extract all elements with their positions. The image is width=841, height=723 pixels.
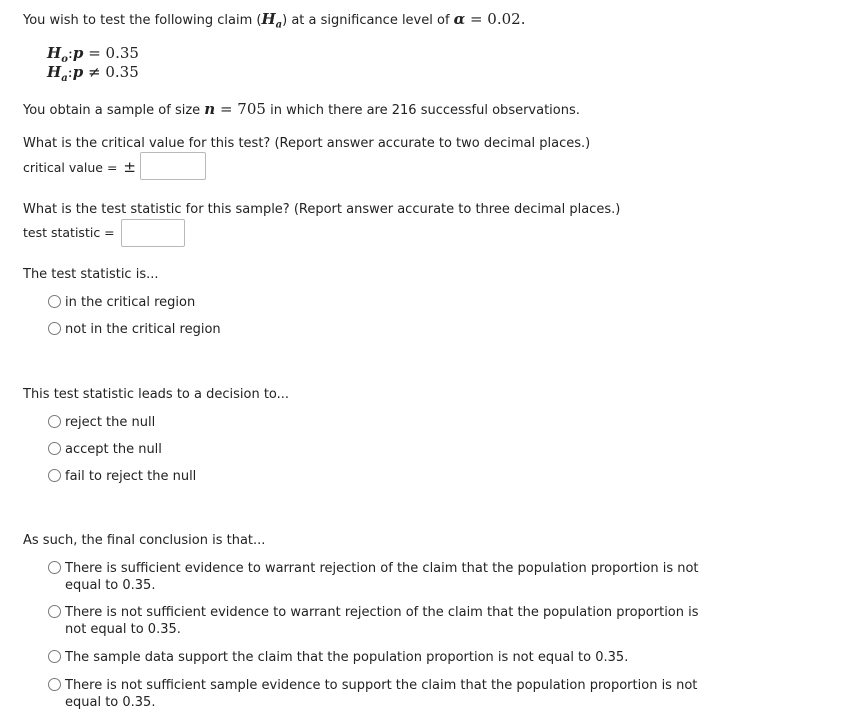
radio-button[interactable] [48, 605, 61, 618]
option-label: There is not sufficient sample evidence to support the claim that the population proportion is not equal to 0.35. [65, 678, 698, 710]
option-label: There is not sufficient evidence to warrant rejection of the claim that the population proportion is not equal to 0.35. [65, 605, 699, 637]
option-label: fail to reject the null [65, 469, 197, 484]
decision-option-accept[interactable] [48, 441, 162, 458]
option-label: The sample data support the claim that the population proportion is not equal to 0.35. [65, 650, 629, 665]
claim-intro [23, 11, 525, 34]
radio-button[interactable] [48, 561, 61, 574]
radio-button[interactable] [48, 442, 61, 455]
n-value: = 705 [215, 100, 266, 118]
decision-option-fail-to-reject[interactable] [48, 468, 196, 485]
test-statistic-label: test statistic = [23, 225, 115, 240]
conclusion-option-3[interactable] [48, 649, 708, 666]
decision-option-reject[interactable] [48, 414, 155, 431]
decision-prompt: This test statistic leads to a decision to... [23, 387, 290, 402]
conclusion-prompt: As such, the final conclusion is that... [23, 533, 266, 548]
radio-button[interactable] [48, 469, 61, 482]
sample-description: You obtain a sample of size n = 705 in which there are 216 successful observations. [23, 100, 580, 118]
conclusion-option-2[interactable] [48, 604, 708, 638]
n-symbol: n [204, 100, 216, 118]
region-option-in[interactable] [48, 294, 195, 311]
conclusion-option-4[interactable] [48, 677, 708, 711]
ha-subscript: a [275, 19, 283, 31]
option-label: accept the null [65, 442, 162, 457]
intro-text-after: ) at a significance level of [282, 13, 454, 28]
critical-value-label: critical value = ± [23, 158, 136, 176]
alpha-symbol: α [453, 10, 466, 28]
option-label: reject the null [65, 415, 156, 430]
ha-symbol: H [261, 10, 276, 28]
radio-button[interactable] [48, 678, 61, 691]
alt-hypothesis: $H_a:p \ne 0.35$ [47, 63, 139, 84]
radio-button[interactable] [48, 295, 61, 308]
plus-minus-symbol: ± [123, 158, 136, 176]
alpha-value: = 0.02. [465, 10, 526, 28]
critical-value-prompt: What is the critical value for this test? (Report answer accurate to two decimal places.) [23, 136, 591, 151]
conclusion-option-1[interactable] [48, 560, 708, 594]
critical-value-input[interactable] [140, 152, 206, 180]
null-hypothesis: $H_o:p = 0.35$ [47, 44, 139, 65]
option-label: not in the critical region [65, 322, 221, 337]
intro-text-before: You wish to test the following claim ( [23, 13, 262, 28]
radio-button[interactable] [48, 650, 61, 663]
option-label: in the critical region [65, 295, 196, 310]
option-label: There is sufficient evidence to warrant rejection of the claim that the population proportion is not equal to 0.35. [65, 561, 699, 593]
test-statistic-input[interactable] [121, 219, 185, 247]
radio-button[interactable] [48, 322, 61, 335]
test-statistic-prompt: What is the test statistic for this sample? (Report answer accurate to three decimal places.) [23, 202, 621, 217]
region-option-not-in[interactable] [48, 321, 221, 338]
radio-button[interactable] [48, 415, 61, 428]
region-prompt: The test statistic is... [23, 267, 159, 282]
